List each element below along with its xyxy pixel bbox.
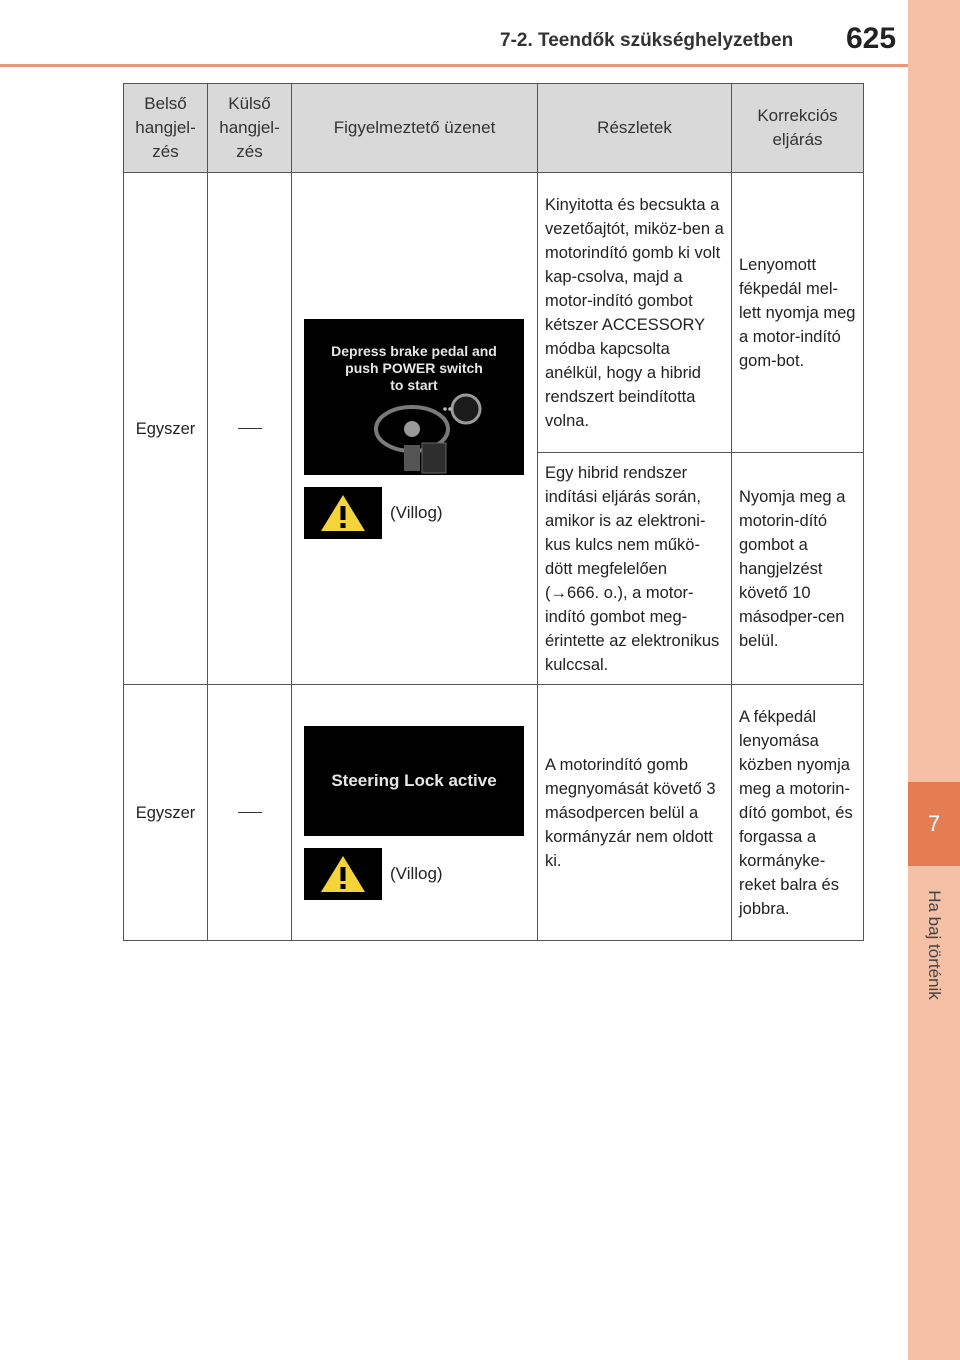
dash-line [238,428,262,429]
warning-message-cell [292,173,538,685]
chapter-tab: 7 [908,782,960,866]
page-number: 625 [846,22,897,55]
header-external-sound: Külső hangjel-zés [208,84,292,173]
screen-message: Depress brake pedal and push POWER switch to start [331,342,497,393]
blink-label: (Villog) [390,863,443,883]
external-sound-cell [208,685,292,941]
table-header-row [124,84,864,173]
header-title: 7-2. Teendők szükséghelyzetben [500,30,794,51]
details-cell: Kinyitotta és becsukta a vezetőajtót, miköz-ben a motorindító gomb ki volt kap-csolva, majd a motor-indító gombot kétszer ACCESSORY módba kapcsolta anélkül, hogy a hibrid rendszert beindította volna. [538,173,732,453]
warning-triangle-icon [319,493,367,533]
internal-sound-cell: Egyszer [124,685,208,941]
warning-light [304,487,382,539]
screen-message: Steering Lock active [331,770,497,790]
chapter-label: Ha baj történik [925,890,944,1000]
steering-wheel-icon [304,319,524,475]
header-correction: Korrekciós eljárás [732,84,864,173]
warning-indicator-row [304,848,537,900]
correction-cell: Lenyomott fékpedál mel-lett nyomja meg a motor-indító gom-bot. [732,173,864,453]
table-row [124,685,864,941]
header-internal-sound: Belső hangjel-zés [124,84,208,173]
display-screen [304,319,524,475]
table-row [124,173,864,453]
warning-triangle-icon [319,854,367,894]
display-screen [304,726,524,836]
external-sound-cell [208,173,292,685]
details-cell: A motorindító gomb megnyomását követő 3 másodpercen belül a kormányzár nem oldott ki. [538,685,732,941]
warning-light [304,848,382,900]
warning-message-cell [292,685,538,941]
header-rule [0,64,908,67]
dash-line [238,812,262,813]
side-strip [908,0,960,1360]
internal-sound-cell: Egyszer [124,173,208,685]
warning-table [123,83,864,941]
warning-indicator-row [304,487,537,539]
correction-cell: A fékpedál lenyomása közben nyomja meg a motorin-dító gombot, és forgassa a kormányke-reket balra és jobbra. [732,685,864,941]
header-details: Részletek [538,84,732,173]
header-warning-message: Figyelmeztető üzenet [292,84,538,173]
blink-label: (Villog) [390,502,443,522]
correction-cell: Nyomja meg a motorin-dító gombot a hangjelzést követő 10 másodper-cen belül. [732,453,864,685]
details-cell: Egy hibrid rendszer indítási eljárás során, amikor is az elektroni-kus kulcs nem műkö-dött megfelelően (→666. o.), a motor-indító gombot meg-érintette az elektronikus kulccsal. [538,453,732,685]
